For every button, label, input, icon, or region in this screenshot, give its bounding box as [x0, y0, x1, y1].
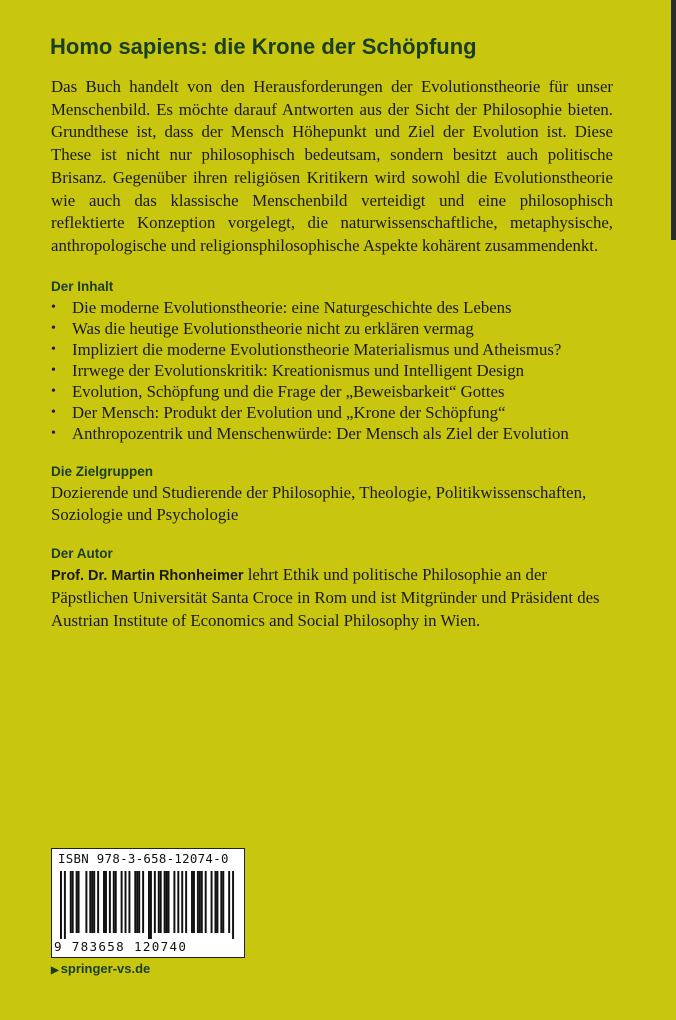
website-text: springer-vs.de — [60, 961, 151, 976]
barcode-box — [51, 848, 245, 958]
barcode-bar — [201, 871, 203, 933]
list-item: • Was die heutige Evolutionstheorie nicht zu erklären vermag — [51, 318, 613, 339]
barcode-bar — [154, 871, 156, 933]
ean-digits: 9 783658 120740 — [54, 939, 188, 954]
barcode-bar — [109, 871, 111, 933]
barcode-bar — [78, 871, 80, 933]
list-item: • Evolution, Schöpfung und die Frage der „Beweisbarkeit“ Gottes — [51, 381, 613, 402]
barcode-bar — [158, 871, 160, 933]
barcode-bar — [76, 871, 78, 933]
blurb-paragraph: Das Buch handelt von den Herausforderungen der Evolutionstheorie für unser Menschenbild. Es möchte darauf Antworten aus der Sicht der Philosophie bieten. Grundthese ist, dass der Mensch Höhepunkt und Ziel der Evolution ist. Diese These ist nicht nur philosophisch bedeutsam, sondern besitzt auch politische Brisanz. Gegenüber ihren religiösen Kritikern wird sowohl die Evolutionstheorie wie auch das klassische Menschenbild verteidigt und eine philosophisch reflektierte Konzeption vorgelegt, die naturwissenschaftliche, metaphysische, anthropologische und religionsphilosophische Aspekte kohärent zusammendenkt. — [51, 77, 613, 255]
barcode-bar — [185, 871, 187, 933]
target-groups-text: Dozierende und Studierende der Philosophie, Theologie, Politikwissenschaften, Soziologie und Psychologie — [51, 482, 587, 525]
barcode-bar — [60, 871, 62, 939]
barcode-bar — [205, 871, 207, 933]
barcode-bar — [150, 871, 152, 939]
barcode-bar — [199, 871, 201, 933]
barcode-bar — [138, 871, 140, 933]
barcode-bar — [136, 871, 138, 933]
barcode-bar — [191, 871, 193, 933]
list-item: • Der Mensch: Produkt der Evolution und „Krone der Schöpfung“ — [51, 402, 613, 423]
barcode-bar — [125, 871, 127, 933]
barcode-bar — [220, 871, 222, 933]
barcode-bar — [166, 871, 168, 933]
spine-edge — [671, 0, 676, 240]
barcode-bar — [128, 871, 130, 933]
book-title: Homo sapiens: die Krone der Schöpfung — [50, 34, 477, 59]
barcode-bar — [211, 871, 213, 933]
barcode-bar — [148, 871, 150, 939]
barcode-icon — [60, 871, 236, 939]
barcode-bar — [181, 871, 183, 933]
contents-list — [51, 297, 613, 444]
barcode-bar — [134, 871, 136, 933]
barcode-bar — [85, 871, 87, 933]
barcode-bar — [113, 871, 115, 933]
barcode-bar — [64, 871, 66, 939]
barcode-bar — [214, 871, 216, 933]
back-cover-content — [51, 76, 613, 632]
barcode-bar — [193, 871, 195, 933]
list-item: • Irrwege der Evolutionskritik: Kreationismus und Intelligent Design — [51, 360, 613, 381]
barcode-bar — [72, 871, 74, 933]
barcode-bar — [228, 871, 230, 933]
barcode-bar — [121, 871, 123, 933]
author-bio-text: lehrt Ethik und politische Philosophie an der Päpstlichen Universität Santa Croce in Rom und ist Mitgründer und Präsident des Austrian Institute of Economics and Social Philosophy in Wien. — [51, 564, 600, 630]
barcode-bar — [177, 871, 179, 933]
list-item: • Die moderne Evolutionstheorie: eine Naturgeschichte des Lebens — [51, 297, 613, 318]
author-heading: Der Autor — [51, 545, 113, 561]
barcode-bar — [93, 871, 95, 933]
author-name: Prof. Dr. Martin Rhonheimer — [51, 567, 244, 584]
barcode-bar — [232, 871, 234, 939]
barcode-bar — [173, 871, 175, 933]
isbn-label: ISBN 978-3-658-12074-0 — [58, 851, 229, 866]
barcode-bar — [103, 871, 105, 933]
barcode-bar — [142, 871, 144, 933]
barcode-bar — [91, 871, 93, 933]
list-item-text: Impliziert die moderne Evolutionstheorie Materialismus und Atheismus? — [72, 339, 562, 359]
barcode-bar — [216, 871, 218, 933]
barcode-bar — [222, 871, 224, 933]
list-item — [51, 339, 613, 360]
barcode-bar — [160, 871, 162, 933]
list-item: • Anthropozentrik und Menschenwürde: Der Mensch als Ziel der Evolution — [51, 423, 613, 444]
barcode-bar — [97, 871, 99, 933]
barcode-bar — [105, 871, 107, 933]
target-groups-heading: Die Zielgruppen — [51, 463, 154, 479]
barcode-bar — [168, 871, 170, 933]
website-link[interactable] — [51, 961, 150, 976]
barcode-bar — [197, 871, 199, 933]
barcode-bar — [89, 871, 91, 933]
barcode-bar — [164, 871, 166, 933]
barcode-bar — [70, 871, 72, 933]
arrow-right-icon: ▶ — [51, 965, 59, 976]
author-bio — [51, 564, 613, 633]
contents-heading: Der Inhalt — [51, 278, 114, 294]
barcode-bar — [115, 871, 117, 933]
